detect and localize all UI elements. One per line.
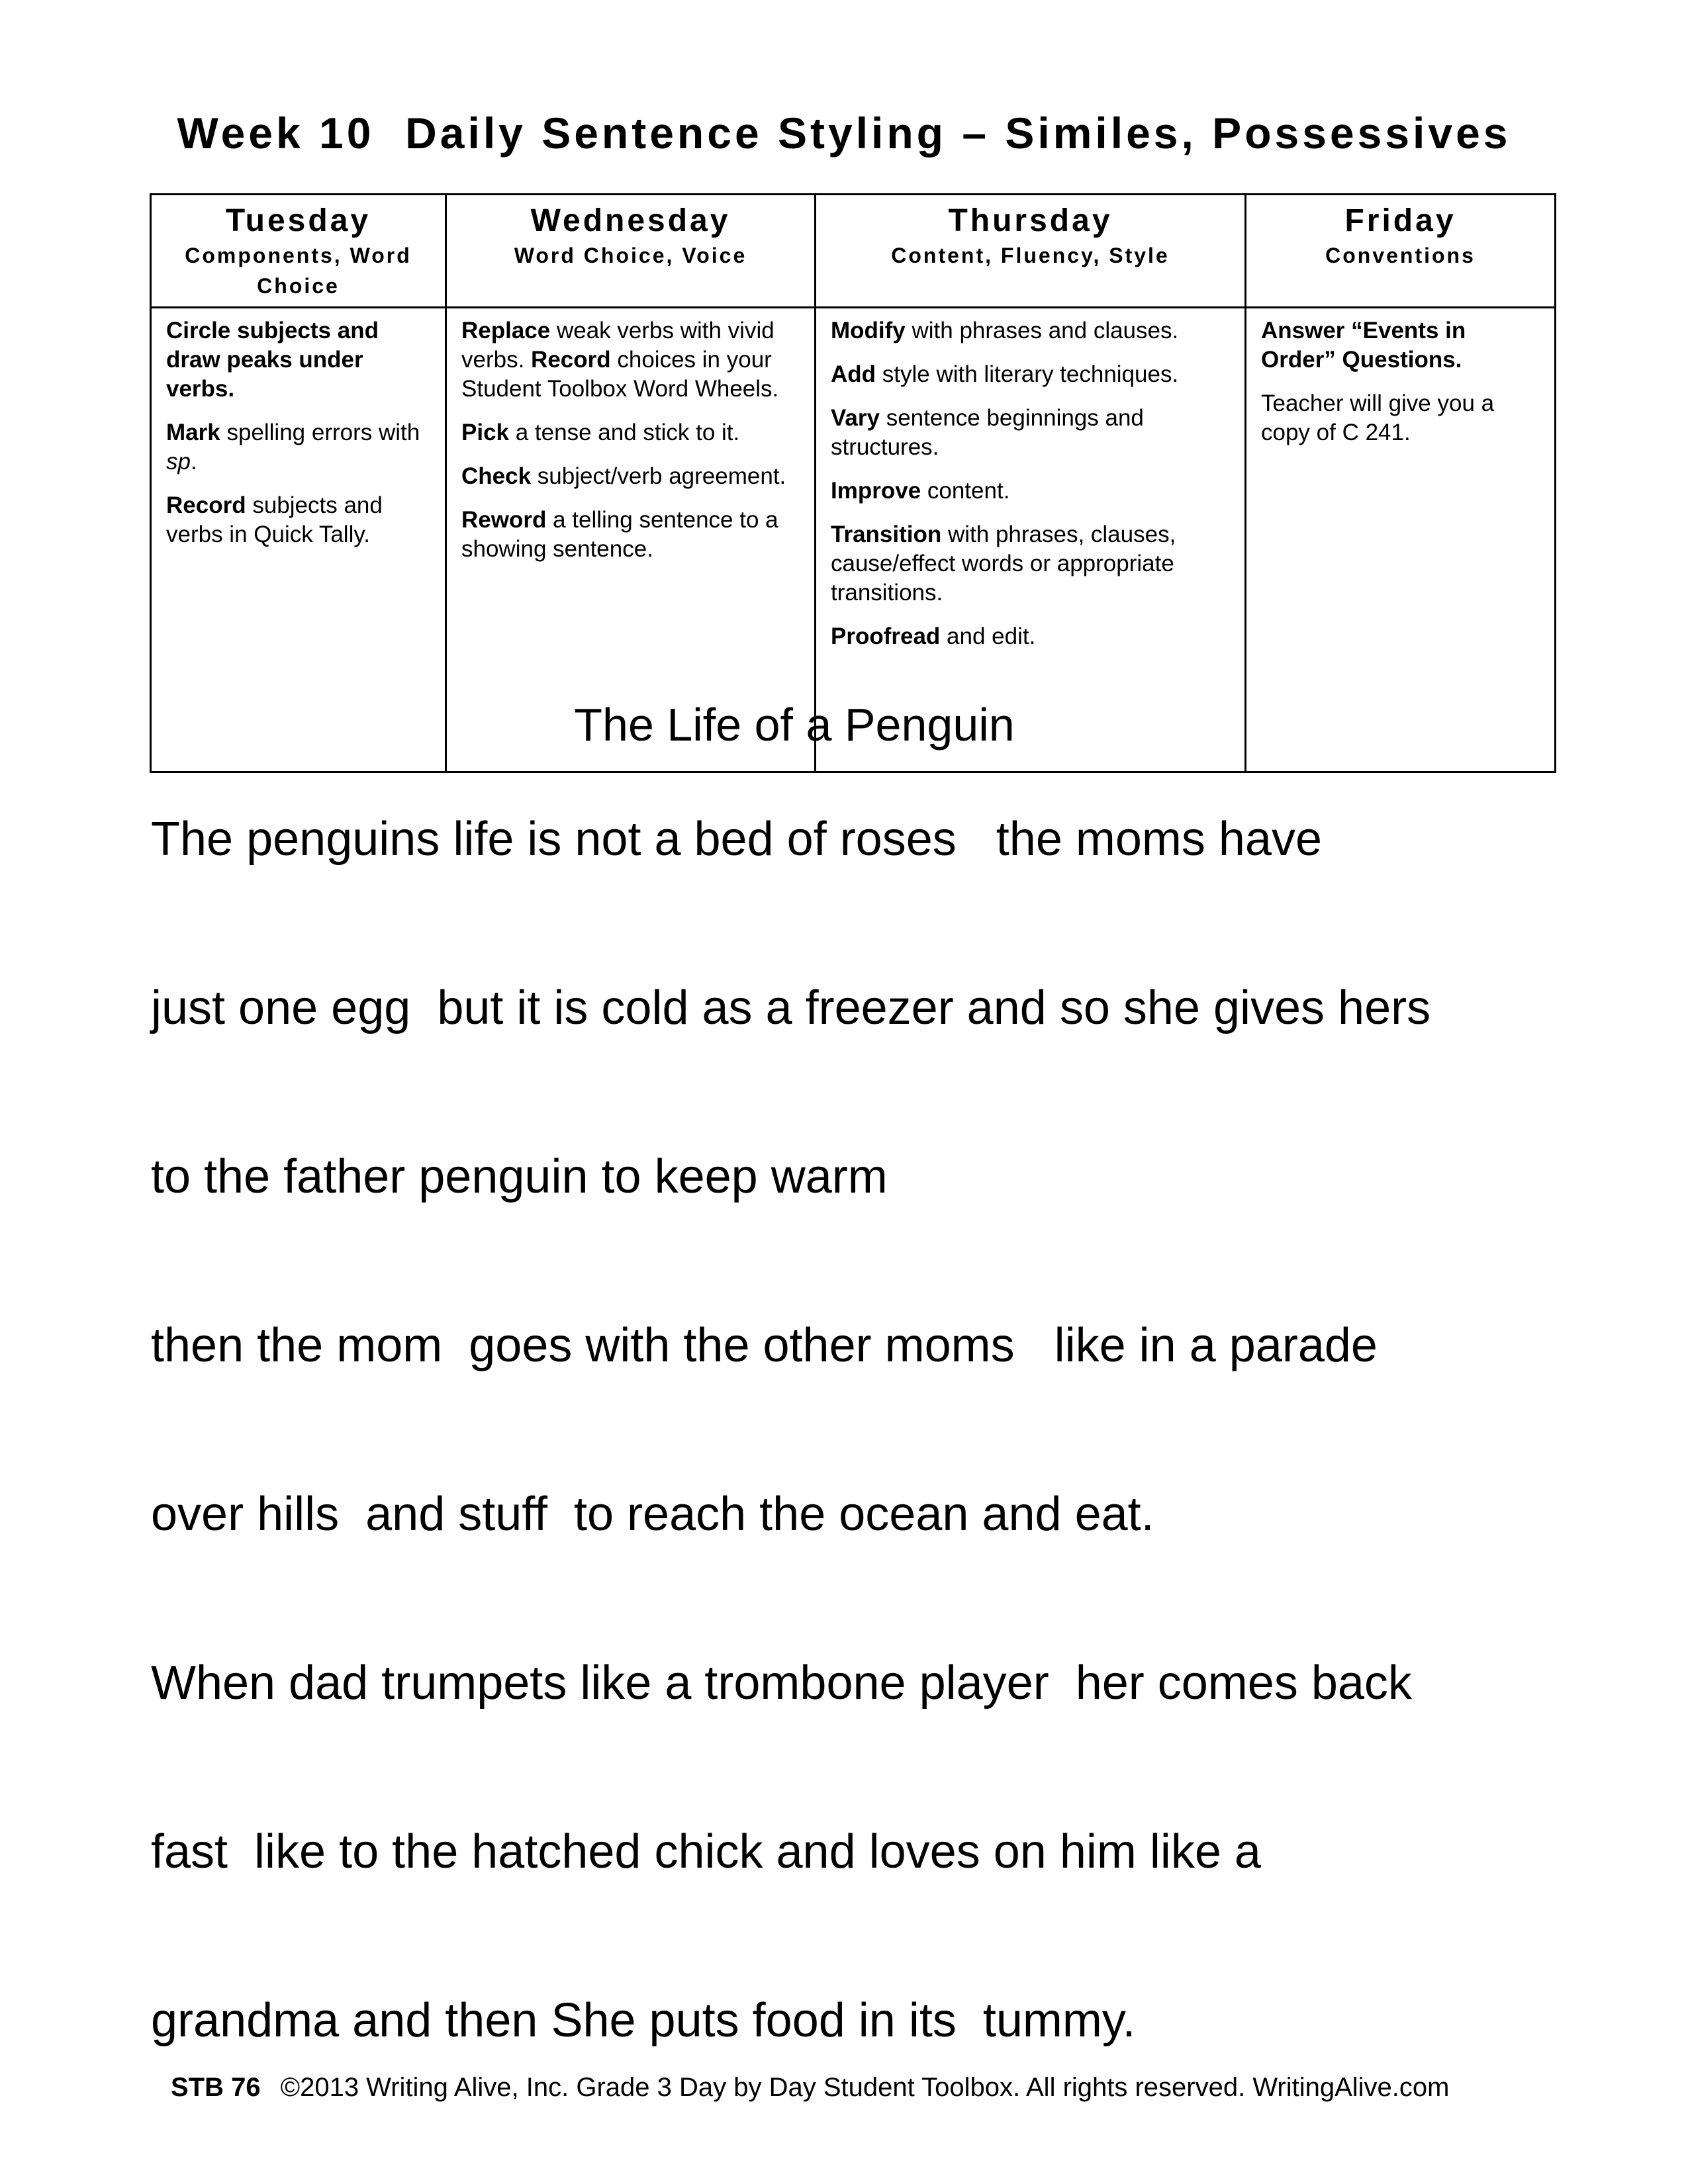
task-text: subjects and verbs in Quick Tally. xyxy=(166,492,383,547)
task-item xyxy=(831,404,1230,462)
header-tuesday xyxy=(151,195,446,308)
day-focus: Content, Fluency, Style xyxy=(891,244,1170,267)
story-line: just one egg but it is cold as a freezer and so she gives hers xyxy=(151,981,1431,1034)
task-text: subject/verb agreement. xyxy=(531,463,786,489)
day-focus: Word Choice, Voice xyxy=(514,244,747,267)
page-code: STB 76 xyxy=(171,2073,261,2102)
story-line: then the mom goes with the other moms like in a parade xyxy=(151,1319,1378,1372)
task-verb: Add xyxy=(831,361,876,387)
story-line: over hills and stuff to reach the ocean and eat. xyxy=(151,1488,1154,1541)
weekly-schedule-table xyxy=(150,193,1556,773)
task-verb: Mark xyxy=(166,420,220,445)
task-verb: Circle subjects and draw peaks under verbs. xyxy=(166,318,379,402)
task-item xyxy=(461,462,800,491)
task-verb: Proofread xyxy=(831,623,941,649)
page-title: Week 10 Daily Sentence Styling – Similes, Possessives xyxy=(177,109,1511,158)
task-text: choices in your Student Toolbox Word Wheels. xyxy=(461,347,779,402)
task-text: style with literary techniques. xyxy=(876,361,1179,387)
day-name: Friday xyxy=(1344,203,1456,238)
header-row xyxy=(151,195,1556,308)
task-text: content. xyxy=(921,478,1010,504)
day-name: Thursday xyxy=(948,203,1113,238)
task-text: and edit. xyxy=(940,623,1036,649)
task-item xyxy=(831,622,1230,651)
task-text: a telling sentence to a showing sentence. xyxy=(461,507,778,562)
story-line: fast like to the hatched chick and loves on him like a xyxy=(151,1825,1261,1878)
task-text: weak verbs with vivid verbs. xyxy=(461,318,774,373)
task-item xyxy=(831,477,1230,506)
task-item xyxy=(461,506,800,564)
task-verb: Pick xyxy=(461,420,509,445)
task-text: . xyxy=(190,449,197,475)
story-line: The penguins life is not a bed of roses the moms have xyxy=(151,813,1322,866)
day-focus: Conventions xyxy=(1325,244,1476,267)
header-thursday xyxy=(816,195,1246,308)
task-item xyxy=(461,316,800,404)
story-line: to the father penguin to keep warm xyxy=(151,1150,888,1203)
task-verb: Answer “Events in Order” Questions. xyxy=(1261,318,1466,373)
task-text: with phrases, clauses, cause/effect words or appropriate transitions. xyxy=(831,522,1176,606)
task-item xyxy=(831,360,1230,389)
task-verb: Improve xyxy=(831,478,921,504)
task-text: a tense and stick to it. xyxy=(509,420,740,445)
task-verb: Record xyxy=(166,492,246,518)
header-friday xyxy=(1246,195,1556,308)
task-verb: Replace xyxy=(461,318,551,343)
day-focus: Components, Word Choice xyxy=(185,244,412,298)
task-verb: Vary xyxy=(831,405,880,431)
copyright-text: ©2013 Writing Alive, Inc. Grade 3 Day by Day Student Toolbox. All rights reserved. WritingAlive.com xyxy=(280,2073,1450,2102)
task-text: sentence beginnings and structures. xyxy=(831,405,1144,460)
task-text: Teacher will give you a copy of C 241. xyxy=(1261,390,1495,445)
task-item xyxy=(1261,389,1540,447)
task-text: with phrases and clauses. xyxy=(905,318,1179,343)
task-verb: Record xyxy=(531,347,611,373)
task-verb: Check xyxy=(461,463,532,489)
task-item xyxy=(461,418,800,447)
task-emphasis: sp xyxy=(166,449,191,475)
task-item xyxy=(166,316,430,404)
task-verb: Modify xyxy=(831,318,906,343)
task-verb: Transition xyxy=(831,522,942,547)
day-name: Wednesday xyxy=(530,203,731,238)
day-name: Tuesday xyxy=(225,203,371,238)
task-item xyxy=(166,418,430,477)
story-line: grandma and then She puts food in its tummy. xyxy=(151,1994,1136,2047)
task-text: spelling errors with xyxy=(220,420,420,445)
story-line: When dad trumpets like a trombone player her comes back xyxy=(151,1657,1412,1709)
task-item xyxy=(831,316,1230,345)
header-wednesday xyxy=(446,195,816,308)
footer xyxy=(171,2074,1449,2101)
task-item xyxy=(1261,316,1540,375)
story-title: The Life of a Penguin xyxy=(574,699,1015,751)
task-item xyxy=(166,491,430,549)
task-verb: Reword xyxy=(461,507,547,533)
task-item xyxy=(831,520,1230,608)
